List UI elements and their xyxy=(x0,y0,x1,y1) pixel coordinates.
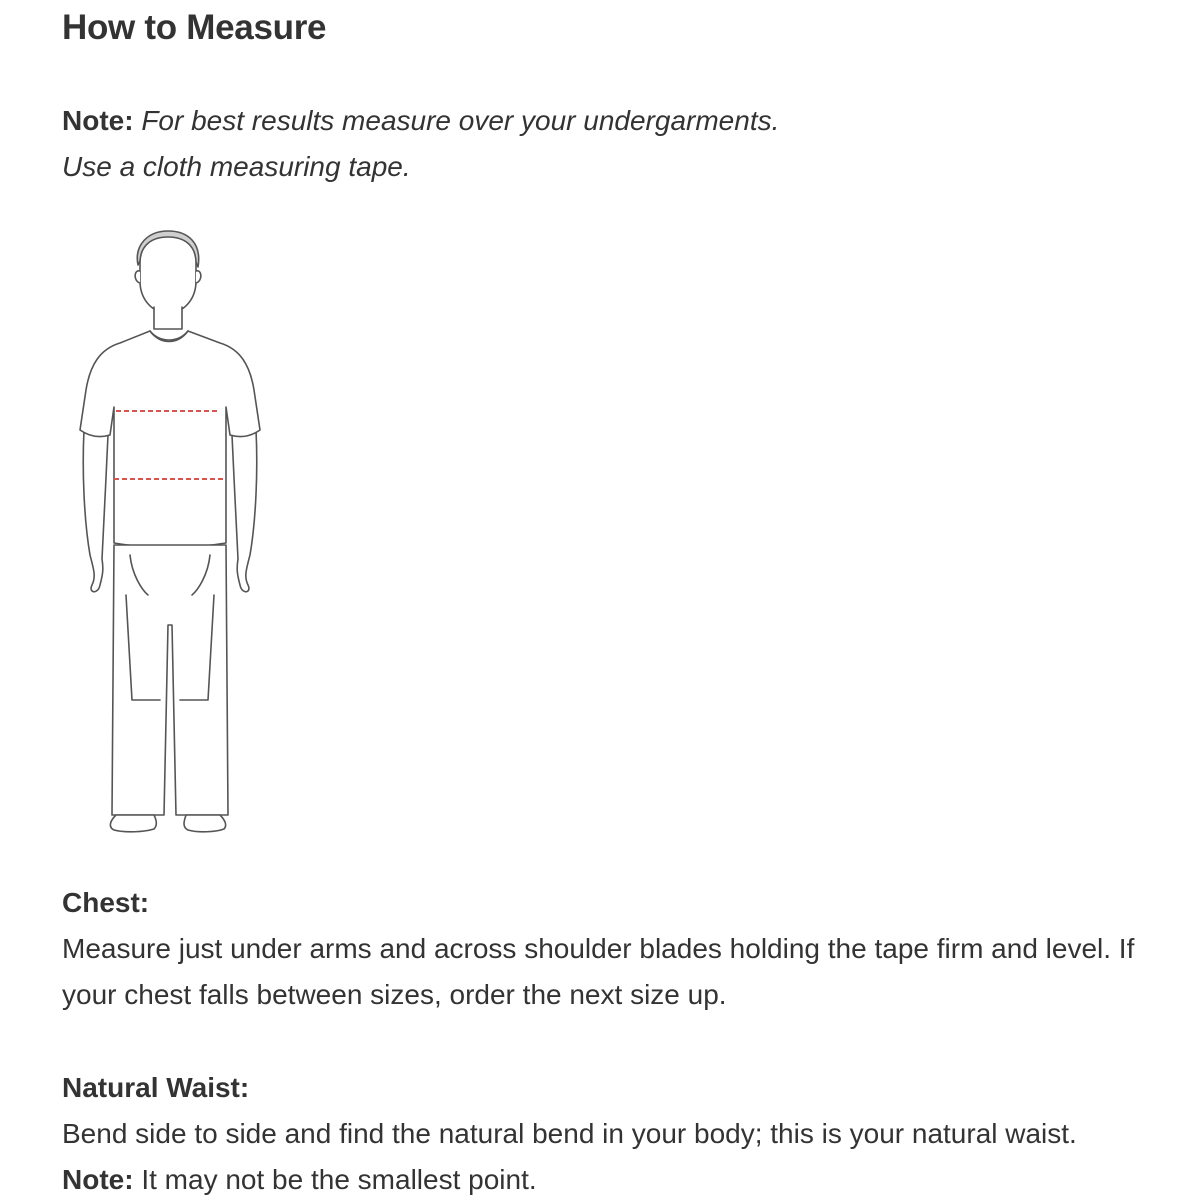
natural-waist-description xyxy=(62,1111,1152,1203)
page-title: How to Measure xyxy=(62,8,327,47)
note-line-2: Use a cloth measuring tape. xyxy=(62,151,411,182)
pants-shape xyxy=(112,545,228,815)
note-block xyxy=(62,98,779,190)
left-arm xyxy=(83,430,108,592)
neck-shape xyxy=(154,307,182,329)
chest-title: Chest: xyxy=(62,887,150,918)
natural-waist-note-label: Note: xyxy=(62,1164,134,1195)
note-text-1: For best results measure over your undergarments. xyxy=(141,105,780,136)
left-foot xyxy=(110,815,156,832)
note-label: Note: xyxy=(62,105,134,136)
right-foot xyxy=(184,815,226,832)
chest-section xyxy=(62,880,1152,1018)
measuring-figure-svg xyxy=(70,225,270,840)
natural-waist-note-text: It may not be the smallest point. xyxy=(141,1164,537,1195)
right-arm xyxy=(232,430,257,592)
chest-description: Measure just under arms and across shoulder blades holding the tape firm and level. If your chest falls between sizes, order the next size up. xyxy=(62,933,1135,1010)
measuring-figure-illustration xyxy=(70,225,270,840)
natural-waist-section xyxy=(62,1065,1152,1203)
natural-waist-title: Natural Waist: xyxy=(62,1072,250,1103)
natural-waist-body: Bend side to side and find the natural bend in your body; this is your natural waist. xyxy=(62,1118,1077,1149)
note-line-1 xyxy=(62,98,779,144)
head-shape xyxy=(140,237,196,313)
